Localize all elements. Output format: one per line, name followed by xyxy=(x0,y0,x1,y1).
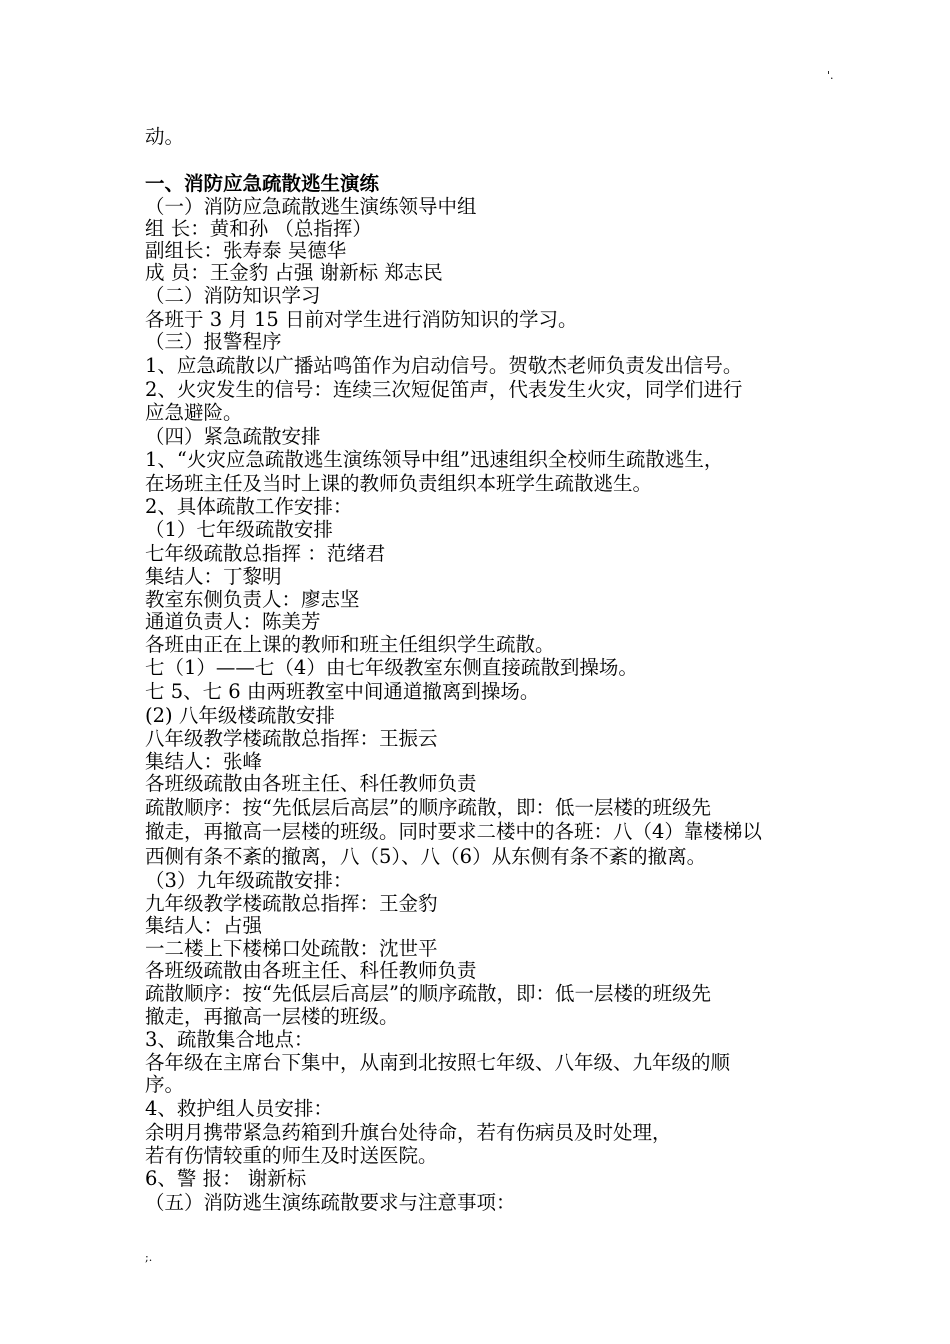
text-line: 在场班主任及当时上课的教师负责组织本班学生疏散逃生。 xyxy=(145,472,653,495)
text-line: 疏散顺序：按“先低层后高层”的顺序疏散，即：低一层楼的班级先 xyxy=(145,796,711,819)
text-line: 七（1）——七（4）由七年级教室东侧直接疏散到操场。 xyxy=(145,656,638,679)
text-line: 七年级疏散总指挥 ：范绪君 xyxy=(145,542,386,565)
text-line: 各班由正在上课的教师和班主任组织学生疏散。 xyxy=(145,633,555,656)
text-line: 各班级疏散由各班主任、科任教师负责 xyxy=(145,772,477,795)
text-line: 应急避险。 xyxy=(145,401,243,424)
text-line: 各年级在主席台下集中，从南到北按照七年级、八年级、九年级的顺 xyxy=(145,1051,731,1074)
text-line: 副组长：张寿泰 吴德华 xyxy=(145,239,347,262)
text-line: 6、警 报： 谢新标 xyxy=(145,1167,307,1190)
text-line: 八年级教学楼疏散总指挥：王振云 xyxy=(145,727,438,750)
text-line: 3、疏散集合地点： xyxy=(145,1028,314,1051)
text-line: 组 长：黄和孙 （总指挥） xyxy=(145,217,372,240)
text-line: 撤走，再撤高一层楼的班级。同时要求二楼中的各班：八（4）靠楼梯以 xyxy=(145,820,762,843)
text-line: 2、具体疏散工作安排： xyxy=(145,495,353,518)
text-line: 教室东侧负责人：廖志坚 xyxy=(145,588,360,611)
text-line: （五）消防逃生演练疏散要求与注意事项： xyxy=(145,1191,516,1214)
text-line: 各班于 3 月 15 日前对学生进行消防知识的学习。 xyxy=(145,308,578,331)
footer-mark: ;. xyxy=(145,1251,153,1264)
text-line: 若有伤情较重的师生及时送医院。 xyxy=(145,1144,438,1167)
text-line: 2、火灾发生的信号：连续三次短促笛声，代表发生火灾，同学们进行 xyxy=(145,378,743,401)
text-line: 余明月携带紧急药箱到升旗台处待命，若有伤病员及时处理， xyxy=(145,1121,672,1144)
text-line: 4、救护组人员安排： xyxy=(145,1097,333,1120)
text-line: 序。 xyxy=(145,1073,185,1096)
text-line: 疏散顺序：按“先低层后高层”的顺序疏散，即：低一层楼的班级先 xyxy=(145,982,711,1005)
text-line: （二）消防知识学习 xyxy=(145,284,321,307)
text-line: （一）消防应急疏散逃生演练领导中组 xyxy=(145,195,477,218)
text-line: （3）九年级疏散安排： xyxy=(145,869,353,892)
text-line: 通道负责人：陈美芳 xyxy=(145,610,321,633)
text-line: 1、应急疏散以广播站鸣笛作为启动信号。贺敬杰老师负责发出信号。 xyxy=(145,354,743,377)
text-line: 动。 xyxy=(145,125,185,148)
text-line: 成 员：王金豹 占强 谢新标 郑志民 xyxy=(145,261,443,284)
text-line: 一二楼上下楼梯口处疏散：沈世平 xyxy=(145,937,438,960)
text-line: 集结人：占强 xyxy=(145,914,263,937)
text-line: 七 5、七 6 由两班教室中间通道撤离到操场。 xyxy=(145,680,540,703)
text-line: 集结人：张峰 xyxy=(145,750,263,773)
text-line: (2) 八年级楼疏散安排 xyxy=(145,704,335,727)
text-line: （四）紧急疏散安排 xyxy=(145,425,321,448)
text-line: 集结人：丁黎明 xyxy=(145,565,282,588)
text-line: 各班级疏散由各班主任、科任教师负责 xyxy=(145,959,477,982)
text-line: （1）七年级疏散安排 xyxy=(145,518,333,541)
text-line: 九年级教学楼疏散总指挥：王金豹 xyxy=(145,892,438,915)
section-heading: 一、消防应急疏散逃生演练 xyxy=(145,172,380,195)
text-line: 撤走，再撤高一层楼的班级。 xyxy=(145,1005,399,1028)
text-line: （三）报警程序 xyxy=(145,330,282,353)
text-line: 1、“火灾应急疏散逃生演练领导中组”迅速组织全校师生疏散逃生， xyxy=(145,448,724,471)
header-mark: '. xyxy=(827,69,834,82)
text-line: 西侧有条不紊的撤离，八（5）、八（6）从东侧有条不紊的撤离。 xyxy=(145,845,707,868)
